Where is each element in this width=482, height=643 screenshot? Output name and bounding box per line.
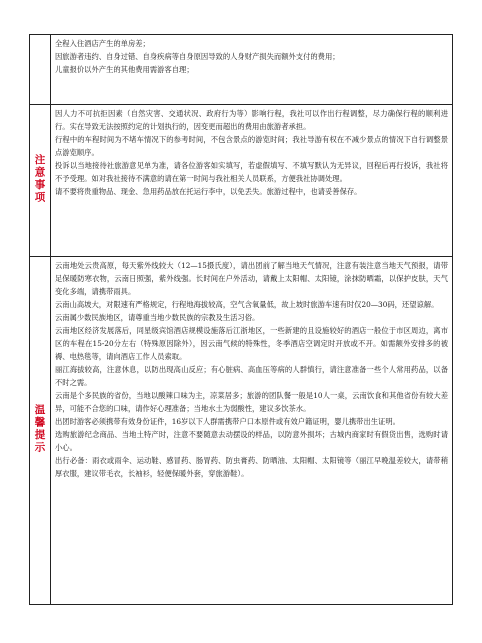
section-content-tips [51,257,453,605]
paragraph: 云南地区经济发展落后，同星级宾馆酒店规模设施落后江浙地区，一些新建的且设施较好的酒店一般位于市区周边，离市区的车程在15-20分左右（特殊原因除外），因云南气候的特殊性，冬季酒店空调定时开放或不开。如需额外安排多的被褥、电热毯等，请向酒店工作人员索取。 [55,326,448,361]
paragraph: 因旅游者违约、自身过错、自身疾病等自身原因导致的人身财产损失而额外支付的费用； [55,52,340,61]
section-row-notes [30,105,453,257]
section-label-cell-empty [30,35,51,105]
paragraph: 丽江海拔较高，注意休息，以防出现高山反应；有心脏病、高血压等病的人群慎行，请注意准备一些个人常用药品，以备不时之需。 [55,365,448,387]
paragraph: 全程入住酒店产生的单房差； [55,39,150,48]
paragraph: 行程中的车程时间为不堵车情况下的参考时间，不包含景点的游览时间；我社导游有权在不减少景点的情况下自行调整景点游览顺序。 [55,135,448,157]
paragraph: 出团时游客必须携带有效身份证件，16岁以下人群需携带户口本原件或有效户籍证明，婴儿携带出生证明。 [55,417,400,426]
section-row-self-paid [30,35,453,105]
section-content-self-paid [51,35,453,105]
paragraph: 云南地处云贵高原，每天紫外线较大（12—15摄氏度），请出团前了解当地天气情况，注意有装注意当地天气预报，请带足保暖防寒衣物，云南日照强，紫外线强。长时间在户外活动，请戴上太阳帽、太阳镜，涂抹防晒霜，以保护皮肤，天气变化多端，请携带雨具。 [55,261,448,296]
section-label: 注意事项 [33,153,46,204]
section-content-notes [51,105,453,257]
paragraph: 投诉以当地接待社旅游意见单为准，请各位游客如实填写，若虚假填写、不填写默认为无异议，回程后再行投诉，我社将不予受理。如对我社接待不满意的请在第一时间与我社相关人员联系，方便我社协调处理。 [55,161,448,183]
paragraph: 请不要将贵重物品、现金、急用药品放在托运行李中，以免丢失。旅游过程中，也请妥善保存。 [55,187,362,196]
section-label: 温馨提示 [33,403,46,454]
paragraph: 儿童报价以外产生的其他费用需游客自理； [55,65,194,74]
paragraph: 云南山高坡大，对限速有严格规定，行程地海拔较高，空气含氧量低，故上坡时旅游车速有时仅20—30码，还望谅解。 [55,300,439,309]
section-row-tips [30,257,453,605]
paragraph: 云南属少数民族地区，请尊重当地少数民族的宗教及生活习俗。 [55,313,260,322]
paragraph: 因人力不可抗拒因素（自然灾害、交通状况、政府行为等）影响行程，我社可以作出行程调整，尽力确保行程的顺利进行。实在导致无法按照约定的计划执行的，因变更而超出的费用由旅游者承担。 [55,109,448,131]
paragraph: 出行必备：雨衣或雨伞、运动鞋、感冒药、肠胃药、防虫膏药、防晒油、太阳帽、太阳镜等（丽江早晚温差较大，请带稍厚衣服，建议带毛衣，长袖衫，轻便保暖外套，穿旅游鞋）。 [55,456,448,478]
section-label-cell-notes [30,105,51,257]
travel-notice-table [29,34,453,605]
paragraph: 选购旅游纪念商品、当地土特产时，注意不要随意去动摆设的样品，以防意外损坏；古城内商家时有假货出售，选购时请小心。 [55,430,448,452]
paragraph: 云南是个多民族的省份，当地以酸辣口味为主，凉菜居多；旅游的团队餐一般是10人一桌，云南饮食和其他省份有较大差异，可能不合您的口味，请作好心理准备；当地水土为弱酸性，建议多饮茶水。 [55,391,448,413]
section-label-cell-tips [30,257,51,605]
